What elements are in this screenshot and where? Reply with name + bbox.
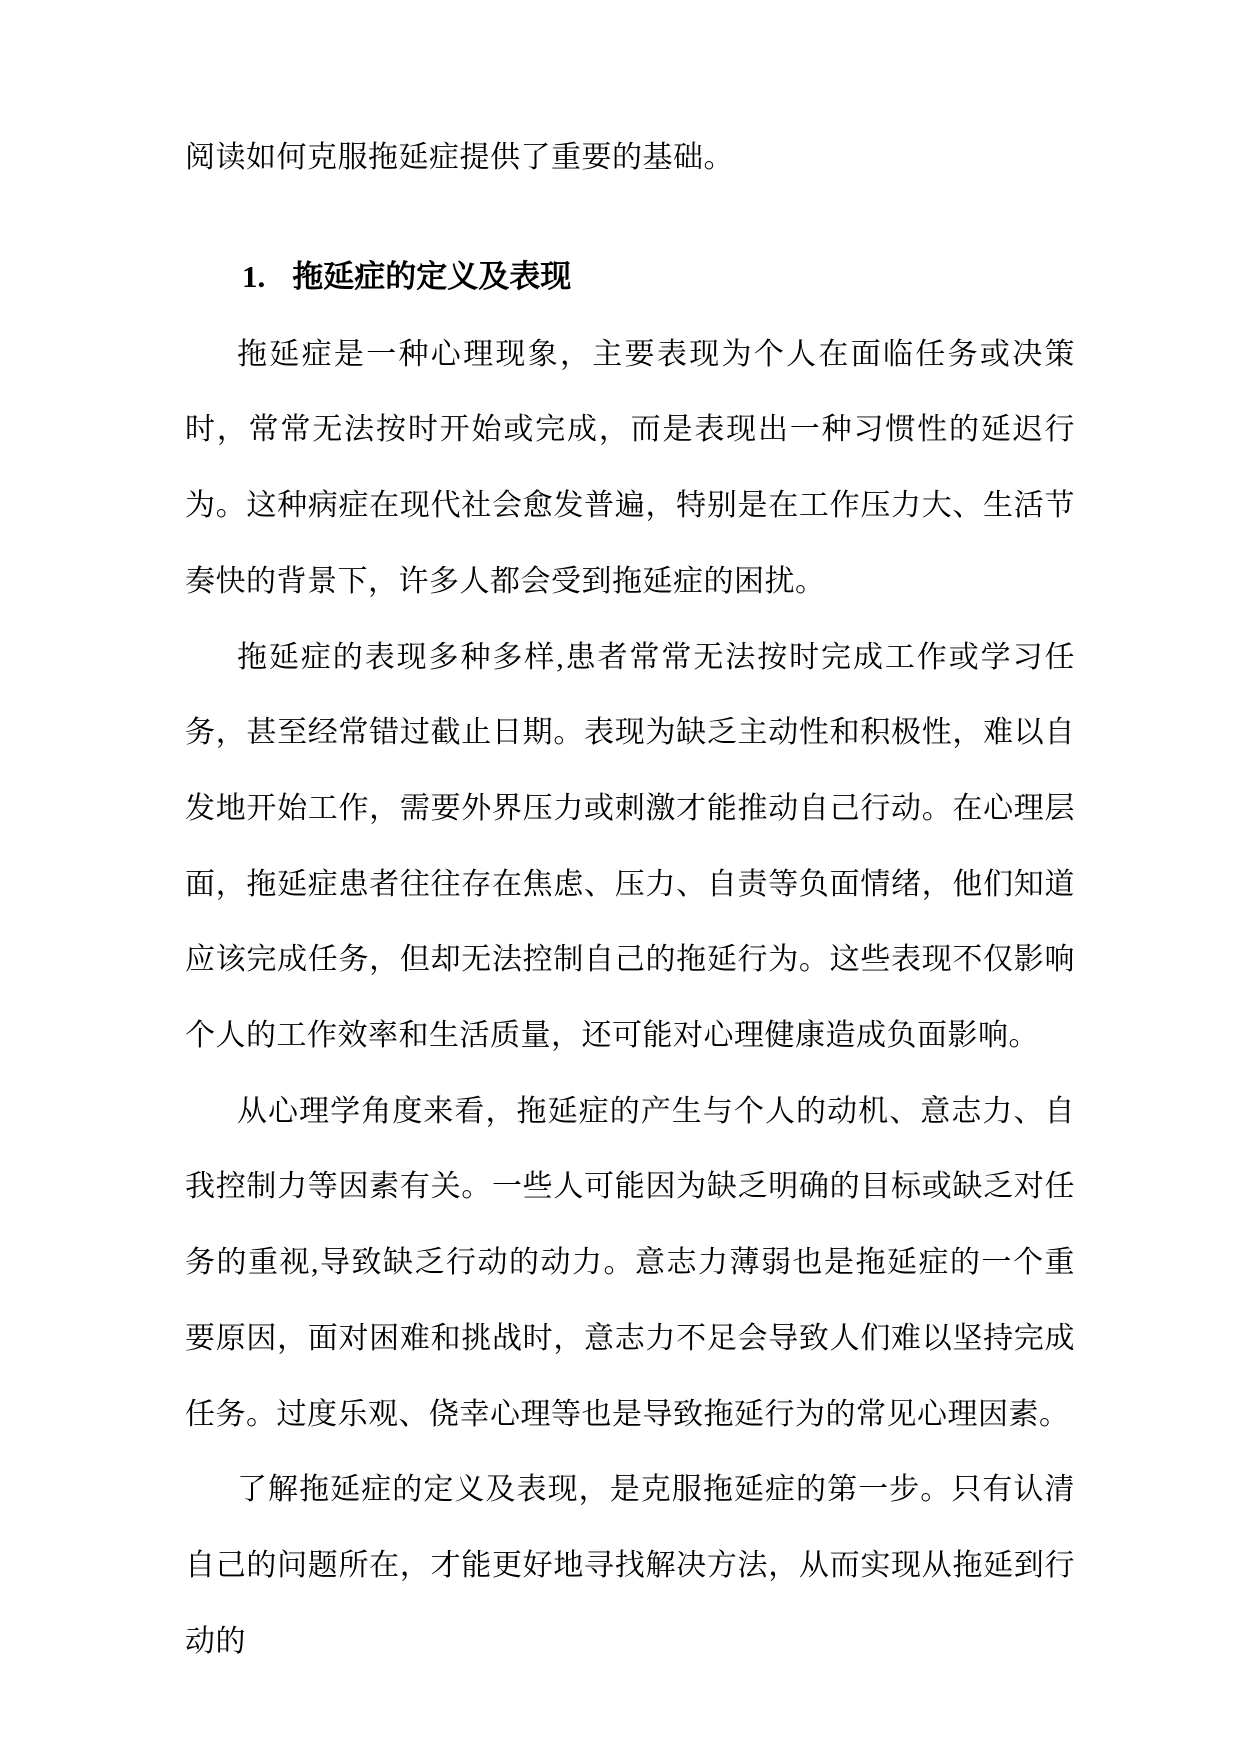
section-heading-title: 拖延症的定义及表现 (292, 258, 572, 294)
section-heading (242, 239, 1075, 315)
body-paragraph-2: 拖延症的表现多种多样,患者常常无法按时完成工作或学习任务，甚至经常错过截止日期。表现为缺乏主动性和积极性，难以自发地开始工作，需要外界压力或刺激才能推动自己行动。在心理层面，拖延症患者往往存在焦虑、压力、自责等负面情绪，他们知道应该完成任务，但却无法控制自己的拖延行为。这些表现不仅影响个人的工作效率和生活质量，还可能对心理健康造成负面影响。 (185, 640, 1075, 1053)
body-paragraph-3: 从心理学角度来看，拖延症的产生与个人的动机、意志力、自我控制力等因素有关。一些人可能因为缺乏明确的目标或缺乏对任务的重视,导致缺乏行动的动力。意志力薄弱也是拖延症的一个重要原因，面对困难和挑战时，意志力不足会导致人们难以坚持完成任务。过度乐观、侥幸心理等也是导致拖延行为的常见心理因素。 (185, 1094, 1075, 1431)
body-paragraph-4: 了解拖延症的定义及表现，是克服拖延症的第一步。只有认清自己的问题所在，才能更好地寻找解决方法，从而实现从拖延到行动的 (185, 1473, 1075, 1658)
intro-paragraph: 阅读如何克服拖延症提供了重要的基础。 (185, 141, 734, 174)
section-heading-number: 1. (242, 258, 266, 294)
body-paragraph-1: 拖延症是一种心理现象，主要表现为个人在面临任务或决策时，常常无法按时开始或完成，而是表现出一种习惯性的延迟行为。这种病症在现代社会愈发普遍，特别是在工作压力大、生活节奏快的背景下，许多人都会受到拖延症的困扰。 (185, 337, 1075, 598)
